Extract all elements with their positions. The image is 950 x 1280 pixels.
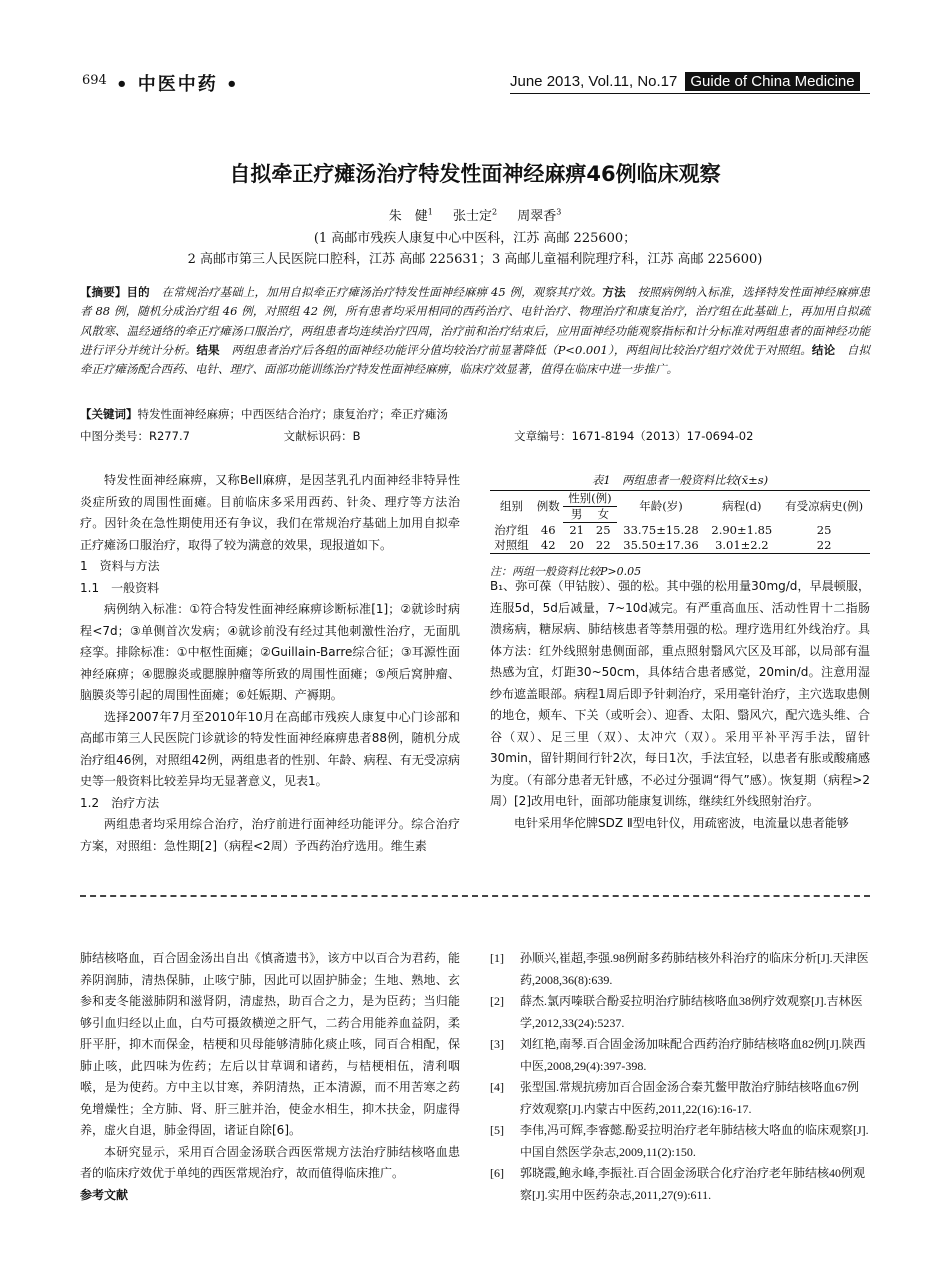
lower-column-left [80, 948, 460, 1206]
col-header: 性别(例) [563, 491, 616, 507]
subsection-heading: 1.2 治疗方法 [80, 795, 160, 810]
reference-item: [5] 李伟,冯可辉,李睿懿.酚妥拉明治疗老年肺结核大咯血的临床观察[J].中国自然医学杂志,2009,11(2):150. [490, 1123, 869, 1159]
paragraph: 肺结核咯血，百合固金汤出自出《慎斋遗书》，该方中以百合为君药，能养阴润肺，清热保肺，止咳宁肺，因此可以固护肺金；生地、熟地、玄参和麦冬能滋肺阴和滋肾阴，清虚热，助百合之力，是为臣药；当归能够引血归经以止血，白芍可摄敛横逆之肝气，二药合用能养血益阴，柔肝平肝，抑木而保金，桔梗和贝母能够清肺化痰止咳，同百合相配，保肺止咳，此四味为佐药；左后以甘草调和诸药，与桔梗相伍，清利咽喉，是为使药。方中主以甘寒，养阴清热，正本清源，而不用苦寒之药免增燥性；全方肺、肾、肝三脏并治，使金水相生，抑木扶金，阴虚得养，虚火自退，肺金得固，诸证自除[6]。 [80, 951, 460, 1137]
col-header: 组别 [490, 491, 533, 523]
data-table [490, 490, 870, 554]
reference-item: [3] 刘红艳,南琴.百合固金汤加味配合西药治疗肺结核咯血82例[J].陕西中医,2008,29(4):397-398. [490, 1037, 866, 1073]
section-heading: 1 资料与方法 [80, 559, 160, 573]
journal-badge: Guide of China Medicine [685, 72, 859, 91]
affiliation-line: 2 高邮市第三人民医院口腔科，江苏 高邮 225631；3 高邮儿童福利院理疗科，江苏 高邮 225600) [187, 252, 763, 267]
issue-date: June 2013, Vol.11, No.17 [510, 72, 678, 90]
classification-line: 中图分类号：R277.7 文献标识码：B 文章编号：1671-8194（2013）17-0694-02 [80, 429, 754, 443]
author-list [0, 205, 950, 224]
paragraph: 本研究显示，采用百合固金汤联合西医常规方法治疗肺结核咯血患者的临床疗效优于单纯的西医常规治疗，故而值得临床推广。 [80, 1144, 460, 1180]
author: 张士定$^2$ [452, 207, 498, 224]
author: 周翠香$^3$ [517, 207, 562, 224]
body-column-left [80, 470, 460, 857]
col-header: 男 [563, 507, 590, 523]
reference-item: [1] 孙顺兴,崔超,李强.98例耐多药肺结核外科治疗的临床分析[J].天津医药,2008,36(8):639. [490, 951, 869, 987]
col-header: 年龄(岁) [617, 491, 706, 523]
table-caption: 表1 两组患者一般资料比较(x̄±s) [591, 473, 769, 487]
reference-list [490, 948, 870, 1206]
col-header: 有受凉病史(例) [778, 491, 870, 523]
page-number: 694 [82, 73, 107, 88]
body-column-right [490, 576, 870, 834]
journal-section: • 中医中药 • [116, 74, 240, 95]
paragraph: 两组患者均采用综合治疗，治疗前进行面神经功能评分。综合治疗方案，对照组：急性期[2]（病程<2周）予西药治疗选用。维生素 [80, 817, 460, 853]
header-rule [510, 93, 870, 94]
paragraph: 电针采用华佗牌SDZ Ⅱ型电针仪，用疏密波，电流量以患者能够 [514, 815, 849, 830]
reference-item: [6] 郭晓霞,鲍永峰,李振社.百合固金汤联合化疗治疗老年肺结核40例观察[J].实用中医药杂志,2011,27(9):611. [490, 1166, 866, 1202]
article-title: 自拟牵正疗瘫汤治疗特发性面神经麻痹46例临床观察 [229, 162, 721, 186]
table-note: 注：两组一般资料比较P>0.05 [490, 565, 642, 578]
col-header: 例数 [533, 491, 563, 523]
references-heading: 参考文献 [80, 1187, 129, 1202]
table-row: 治疗组 46 21 25 33.75±15.28 2.90±1.85 25 [494, 522, 832, 537]
page-separator [80, 895, 870, 897]
header-right [510, 70, 860, 92]
reference-item: [4] 张型国.常规抗痨加百合固金汤合秦艽鳖甲散治疗肺结核咯血67例疗效观察[J].内蒙古中医药,2011,22(16):16-17. [490, 1080, 860, 1116]
keywords: 【关键词】特发性面神经麻痹；中西医结合治疗；康复治疗；牵正疗瘫汤 [80, 407, 448, 421]
author: 朱 健$^1$ [388, 207, 433, 224]
affiliation-line: (1 高邮市残疾人康复中心中医科，江苏 高邮 225600； [313, 231, 637, 246]
paragraph: B₁、弥可葆（甲钴胺）、强的松。其中强的松用量30mg/d，早晨顿服，连服5d，5d后减量，7~10d减完。有严重高血压、活动性胃十二指肠溃疡病，糖尿病、肺结核患者等禁用强的松。理疗选用红外线治疗。具体方法：红外线照射患侧面部，重点照射翳风穴区及耳部，以局部有温热感为宜，灯距30~50cm，具体结合患者感觉，20min/d。注意用湿纱布遮盖眼部。病程1周后即予针刺治疗，采用毫针治疗，主穴选取患侧的地仓，颊车、下关（或听会）、迎香、太阳、翳风穴，配穴选头维、合谷（双）、足三里（双）、太冲穴（双）。采用平补平泻手法，留针30min，留针期间行针2次，每日1次，手法宜轻，以患者有胀或酸痛感为度。（有部分患者无针感，不必过分强调“得气”感）。恢复期（病程>2周）[2]改用电针，面部功能康复训练，继续红外线照射治疗。 [490, 579, 870, 808]
reference-item: [2] 薛杰.氯丙嗪联合酚妥拉明治疗肺结核咯血38例疗效观察[J].吉林医学,2012,33(24):5237. [490, 994, 863, 1030]
table-row: 对照组 42 20 22 35.50±17.36 3.01±2.2 22 [490, 538, 870, 554]
paragraph: 病例纳入标准：①符合特发性面神经麻痹诊断标准[1]；②就诊时病程<7d；③单侧首次发病；④就诊前没有经过其他刺激性治疗，无面肌痉挛。排除标准：①中枢性面瘫；②Guillain-Barre综合征；③耳源性面神经麻痹；④腮腺炎或腮腺肿瘤等所致的周围性面瘫；⑤颅后窝肿瘤、脑膜炎等引起的周围性面瘫；⑥妊娠期、产褥期。 [80, 602, 460, 702]
abstract: 【摘要】目的 在常规治疗基础上，加用自拟牵正疗瘫汤治疗特发性面神经麻痹 45 例，观察其疗效。方法 按照病例纳入标准，选择特发性面神经麻痹患者 88 例，随机分成治疗组 46 例，对照组 42 例，所有患者均采用相同的西药治疗、电针治疗、物理治疗和康复治疗，治疗组在此基础上，再加用自拟疏风散寒、温经通络的牵正疗瘫汤口服治疗，两组患者均连续治疗四周，治疗前和治疗结束后，应用面神经功能观察指标和计分标准对两组患者的面神经功能进行评分并统计分析。结果 两组患者治疗后各组的面神经功能评分值均较治疗前显著降低（P<0.001），两组间比较治疗组疗效优于对照组。结论 自拟牵正疗瘫汤配合西药、电针、理疗、面部功能训练治疗特发性面神经麻痹，临床疗效显著，值得在临床中进一步推广。 [80, 285, 871, 377]
paragraph: 特发性面神经麻痹，又称Bell麻痹，是因茎乳孔内面神经非特异性炎症所致的周围性面瘫。目前临床多采用西药、针灸、理疗等方法治疗。因针灸在急性期使用还有争议，我们在常规治疗基础上加用自拟牵正疗瘫汤口服治疗，取得了较为满意的效果，现报道如下。 [80, 473, 460, 552]
paragraph: 选择2007年7月至2010年10月在高邮市残疾人康复中心门诊部和高邮市第三人民医院门诊就诊的特发性面神经麻痹患者88例，随机分成治疗组46例，对照组42例，两组患者的性别、年龄、病程、有无受凉病史等一般资料比较差异均无显著意义，见表1。 [80, 709, 460, 788]
col-header: 病程(d) [706, 491, 779, 523]
subsection-heading: 1.1 一般资料 [80, 580, 160, 595]
col-header: 女 [590, 507, 617, 523]
